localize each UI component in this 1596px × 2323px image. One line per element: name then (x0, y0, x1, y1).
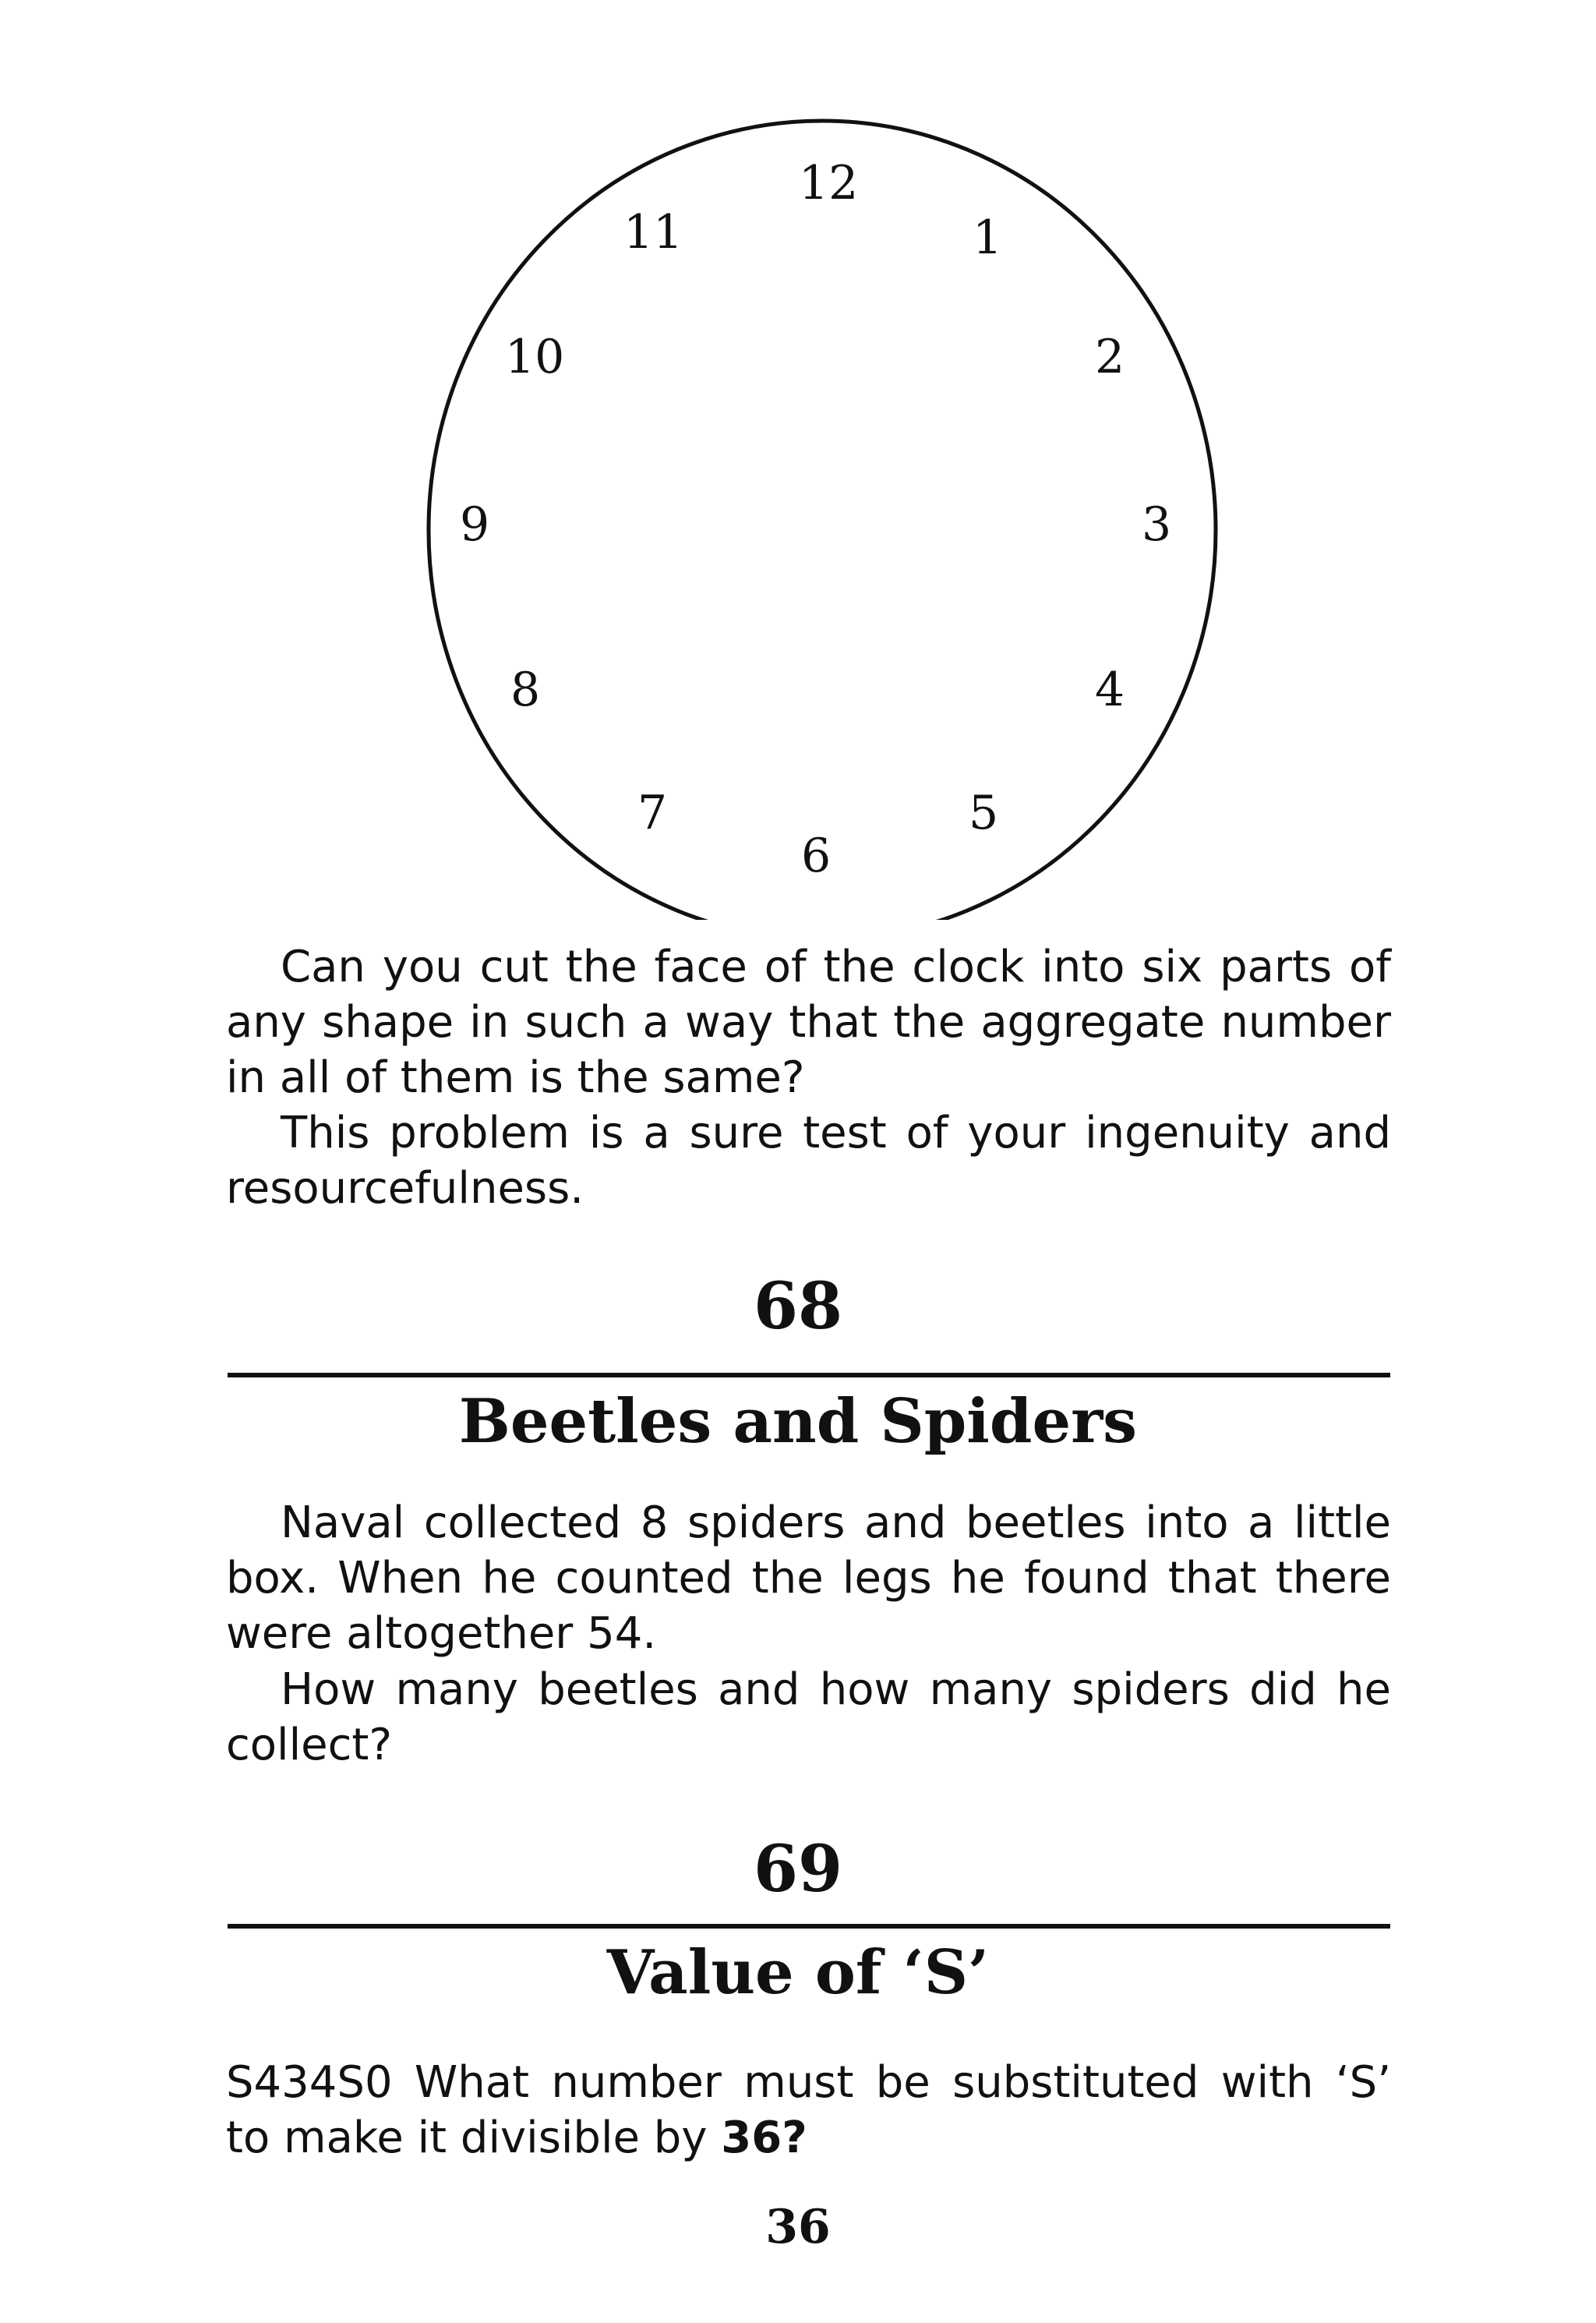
puzzle-68-question: Naval collected 8 spiders and beetles into a little box. When he counted the legs he found that there were altogether 54. (226, 1497, 1391, 1659)
clock-numeral-2: 2 (1095, 330, 1125, 384)
puzzle-68-number: 68 (753, 1269, 843, 1344)
clock-numeral-1: 1 (973, 210, 1003, 265)
clock-numeral-3: 3 (1142, 497, 1172, 552)
puzzle-69-number: 69 (753, 1832, 843, 1907)
puzzle-69-divider (228, 1924, 1390, 1929)
page-number: 36 (765, 2200, 831, 2254)
clock-numeral-5: 5 (969, 786, 999, 840)
clock-face-diagram (0, 0, 1596, 920)
puzzle-67-note: This problem is a sure test of your ingenuity and resourcefulness. (226, 1108, 1391, 1214)
puzzle-68-divider (228, 1373, 1390, 1377)
puzzle-68-title: Beetles and Spiders (458, 1386, 1138, 1457)
puzzle-68-prompt: How many beetles and how many spiders did he collect? (226, 1664, 1391, 1770)
clock-numeral-8: 8 (510, 663, 541, 717)
clock-numeral-11: 11 (623, 205, 683, 260)
puzzle-67-question: Can you cut the face of the clock into six parts of any shape in such a way that the aggregate number in all of them is the same? (226, 942, 1391, 1103)
clock-numeral-12: 12 (799, 156, 859, 210)
puzzle-69-divisor: 36? (721, 2113, 807, 2163)
puzzle-69-question (226, 2055, 1391, 2166)
clock-face-circle (429, 121, 1216, 920)
clock-numeral-4: 4 (1095, 663, 1125, 717)
clock-numeral-10: 10 (505, 330, 565, 384)
clock-numeral-9: 9 (460, 497, 490, 552)
puzzle-69-title: Value of ‘S’ (606, 1937, 990, 2008)
clock-numeral-7: 7 (637, 786, 668, 840)
puzzle-69-question-text: S434S0 What number must be substituted with ‘S’ to make it divisible by (226, 2057, 1391, 2163)
clock-numeral-6: 6 (801, 829, 832, 883)
